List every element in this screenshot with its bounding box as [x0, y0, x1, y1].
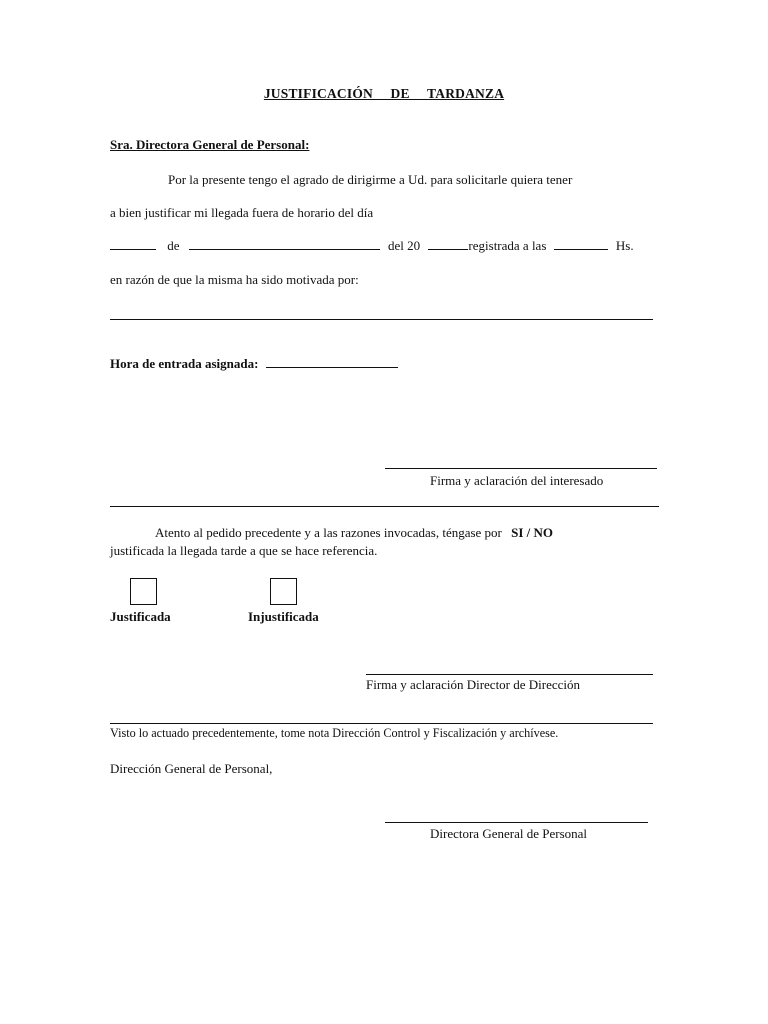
direccion-general-text: Dirección General de Personal,: [110, 761, 273, 776]
hora-entrada-row: [110, 356, 398, 372]
document-title: JUSTIFICACIÓN DE TARDANZA: [263, 86, 505, 101]
justificada-checkbox[interactable]: [130, 578, 157, 605]
hs-label: Hs.: [615, 238, 634, 253]
firma-director-line[interactable]: [366, 674, 653, 675]
atento-line-2: justificada la llegada tarde a que se hace referencia.: [110, 543, 378, 558]
date-line: [110, 238, 634, 254]
paragraph-line-2: a bien justificar mi llegada fuera de horario del día: [110, 205, 374, 220]
firma-interesado-line[interactable]: [385, 468, 657, 469]
injustificada-label: Injustificada: [248, 609, 319, 624]
registrada-label: registrada a las: [468, 238, 547, 253]
firma-director-label: Firma y aclaración Director de Dirección: [366, 677, 581, 692]
section-divider-1: [110, 506, 659, 507]
de-label: de: [167, 238, 180, 253]
directora-firma-line[interactable]: [385, 822, 648, 823]
directora-firma-label: Directora General de Personal: [430, 826, 588, 841]
si-no-label: SI / NO: [511, 525, 554, 540]
visto-text: Visto lo actuado precedentemente, tome nota Dirección Control y Fiscalización y archívese.: [110, 726, 559, 740]
atento-text: Atento al pedido precedente y a las razones invocadas, téngase por: [155, 525, 502, 540]
atento-line-1: [155, 525, 553, 541]
del20-label: del 20: [388, 238, 421, 253]
injustificada-checkbox[interactable]: [270, 578, 297, 605]
reason-blank-line[interactable]: [110, 319, 653, 320]
firma-interesado-label: Firma y aclaración del interesado: [430, 473, 604, 488]
paragraph-line-1: Por la presente tengo el agrado de dirigirme a Ud. para solicitarle quiera tener: [168, 172, 573, 187]
year-blank[interactable]: [428, 238, 468, 250]
hora-entrada-blank[interactable]: [266, 356, 398, 368]
time-blank[interactable]: [554, 238, 608, 250]
month-blank[interactable]: [189, 238, 380, 250]
addressee: Sra. Directora General de Personal:: [110, 137, 310, 152]
justificada-label: Justificada: [110, 609, 171, 624]
section-divider-2: [110, 723, 653, 724]
hora-entrada-label: Hora de entrada asignada:: [110, 356, 259, 371]
reason-line: en razón de que la misma ha sido motivada por:: [110, 272, 359, 287]
day-blank[interactable]: [110, 238, 156, 250]
